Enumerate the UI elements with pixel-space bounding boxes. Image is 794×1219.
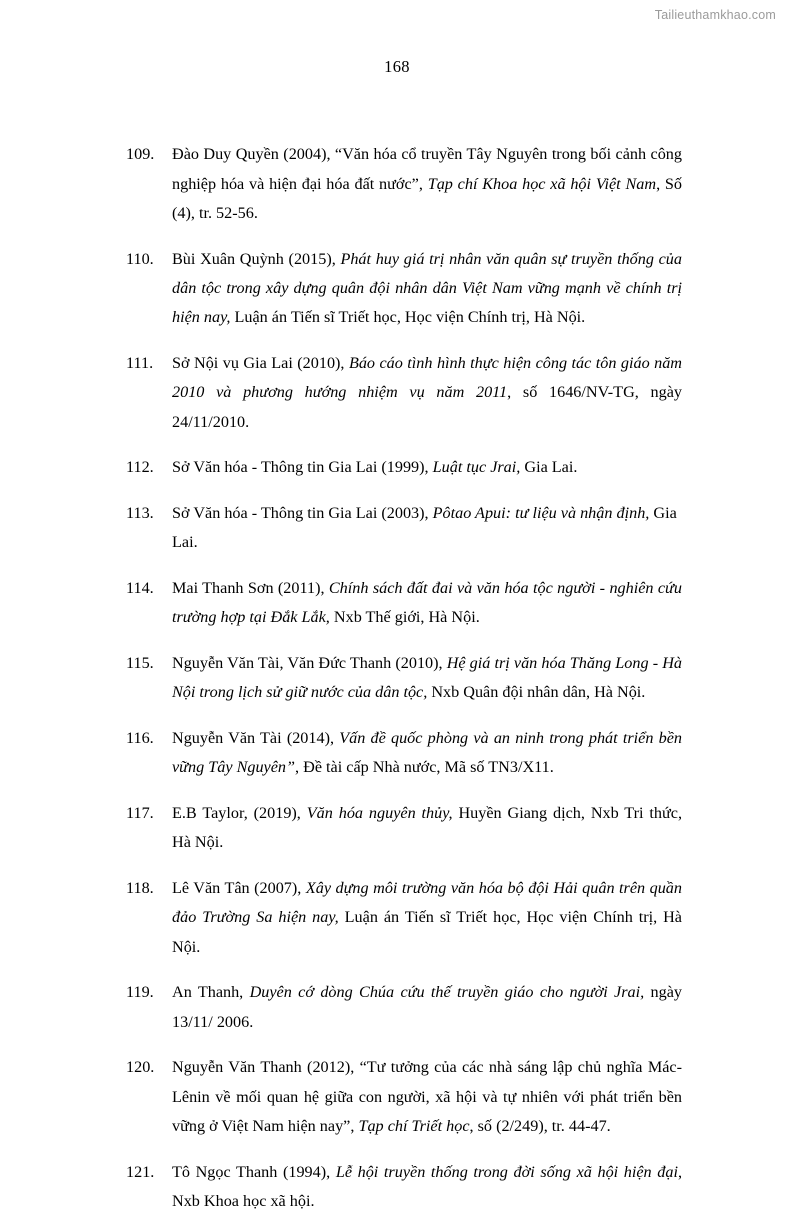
- entry-number: 109.: [126, 145, 155, 164]
- bibliography-entry: [126, 978, 682, 1037]
- entry-text-segment: Nguyễn Văn Tài (2014),: [172, 729, 340, 747]
- entry-text-segment: Nguyễn Văn Tài, Văn Đức Thanh (2010),: [172, 654, 447, 672]
- entry-text-segment: , số (2/249), tr. 44-47.: [469, 1117, 611, 1136]
- entry-number: 112.: [126, 458, 154, 477]
- entry-text-segment: Huyền Giang dịch, Nxb Tri thức, Hà Nội.: [172, 804, 683, 852]
- entry-title-italic: Báo cáo tình hình thực hiện công tác tôn giáo năm 2010 và phương hướng nhiệm vụ năm 2011: [172, 354, 682, 402]
- entry-text-segment: , Nxb Khoa học xã hội.: [172, 1162, 683, 1211]
- entry-text-segment: ngày 13/11/ 2006.: [172, 983, 682, 1031]
- entry-title-italic: Luật tục Jrai,: [432, 458, 521, 477]
- bibliography-entry: [126, 724, 682, 783]
- entry-text: [172, 499, 682, 558]
- entry-text: [172, 1158, 682, 1217]
- bibliography-entry: [126, 140, 682, 228]
- entry-text: [172, 799, 682, 858]
- entry-number: 119.: [126, 983, 154, 1002]
- entry-text-segment: E.B Taylor, (2019),: [172, 804, 307, 822]
- entry-title-italic: Hệ giá trị văn hóa Thăng Long - Hà Nội trong lịch sử giữ nước của dân tộc,: [172, 654, 682, 702]
- entry-text: [172, 874, 682, 962]
- entry-text-segment: Luận án Tiến sĩ Triết học, Học viện Chính trị, Hà Nội.: [172, 908, 682, 956]
- entry-title-italic: Vấn đề quốc phòng và an ninh trong phát triển bền vững Tây Nguyên”: [172, 729, 682, 777]
- bibliography-entry: [126, 574, 682, 633]
- bibliography-entry: [126, 245, 682, 333]
- entry-text-segment: Bùi Xuân Quỳnh (2015),: [172, 249, 341, 268]
- entry-title-italic: Tạp chí Khoa học xã hội Việt Nam: [427, 174, 657, 193]
- entry-number: 110.: [126, 249, 154, 268]
- entry-text-segment: Nxb Quân đội nhân dân, Hà Nội.: [427, 683, 646, 702]
- entry-text-segment: Mai Thanh Sơn (2011),: [172, 579, 329, 597]
- entry-title-italic: Lễ hội truyền thống trong đời sống xã hội hiện đại: [335, 1162, 678, 1181]
- site-watermark: Tailieuthamkhao.com: [654, 8, 776, 22]
- bibliography-list: [126, 124, 682, 1219]
- entry-text: [172, 978, 682, 1037]
- entry-title-italic: Duyên cớ dòng Chúa cứu thế truyền giáo cho người Jrai,: [249, 983, 645, 1002]
- entry-text: [172, 245, 682, 333]
- entry-number: 121.: [126, 1162, 155, 1181]
- entry-text-segment: Gia Lai.: [172, 504, 677, 552]
- entry-text-segment: Nxb Thế giới, Hà Nội.: [329, 608, 480, 627]
- entry-number: 117.: [126, 804, 154, 822]
- entry-text-segment: Lê Văn Tân (2007),: [172, 879, 306, 897]
- entry-text: [172, 724, 682, 783]
- bibliography-entry: [126, 453, 682, 482]
- entry-text: [172, 574, 682, 633]
- bibliography-entry: [126, 799, 682, 858]
- entry-text: [172, 1053, 682, 1141]
- entry-text-segment: Sở Văn hóa - Thông tin Gia Lai (2003),: [172, 504, 433, 522]
- entry-title-italic: Văn hóa nguyên thủy,: [306, 804, 453, 822]
- entry-text-segment: , số 1646/NV-TG, ngày 24/11/2010.: [172, 383, 682, 431]
- bibliography-entry: [126, 1158, 682, 1217]
- entry-text-segment: Gia Lai.: [520, 458, 578, 477]
- entry-text: [172, 349, 682, 437]
- bibliography-entry: [126, 499, 682, 558]
- entry-number: 111.: [126, 354, 154, 372]
- entry-title-italic: Phát huy giá trị nhân văn quân sự truyền thống của dân tộc trong xây dựng quân đội nhân dân Việt Nam vững mạnh về chính trị hiện nay,: [172, 249, 682, 327]
- bibliography-entry: [126, 649, 682, 708]
- entry-text-segment: Sở Văn hóa - Thông tin Gia Lai (1999),: [172, 458, 433, 477]
- entry-title-italic: Tạp chí Triết học: [358, 1117, 470, 1136]
- entry-text-segment: Đào Duy Quyền (2004), “Văn hóa cổ truyền Tây Nguyên trong bối cảnh công nghiệp hóa và hiện đại hóa đất nước”,: [172, 145, 682, 193]
- entry-number: 120.: [126, 1058, 155, 1077]
- entry-number: 116.: [126, 729, 154, 747]
- bibliography-entry: [126, 874, 682, 962]
- entry-number: 113.: [126, 504, 154, 522]
- entry-text-segment: Nguyễn Văn Thanh (2012), “Tư tưởng của các nhà sáng lập chủ nghĩa Mác-Lênin về mối quan hệ giữa con người, xã hội và tự nhiên với phát triển bền vững ở Việt Nam hiện nay”,: [172, 1058, 682, 1136]
- entry-text-segment: , Số (4), tr. 52-56.: [172, 174, 682, 222]
- entry-text: [172, 649, 682, 708]
- entry-number: 114.: [126, 579, 154, 597]
- entry-text: [172, 453, 682, 482]
- entry-text-segment: An Thanh,: [172, 983, 250, 1002]
- entry-text-segment: Sở Nội vụ Gia Lai (2010),: [172, 354, 349, 372]
- entry-text: [172, 140, 682, 228]
- entry-text-segment: Luận án Tiến sĩ Triết học, Học viện Chính trị, Hà Nội.: [230, 308, 586, 327]
- entry-text-segment: , Đề tài cấp Nhà nước, Mã số TN3/X11.: [295, 758, 554, 777]
- entry-title-italic: Chính sách đất đai và văn hóa tộc người - nghiên cứu trường hợp tại Đắk Lắk,: [172, 579, 682, 627]
- entry-number: 115.: [126, 654, 154, 672]
- entry-text-segment: Tô Ngọc Thanh (1994),: [172, 1162, 336, 1181]
- bibliography-entry: [126, 1053, 682, 1141]
- bibliography-entry: [126, 349, 682, 437]
- entry-number: 118.: [126, 879, 154, 897]
- page-number: 168: [384, 57, 410, 76]
- entry-title-italic: Pôtao Apui: tư liệu và nhận định,: [432, 504, 650, 522]
- entry-title-italic: Xây dựng môi trường văn hóa bộ đội Hải quân trên quần đảo Trường Sa hiện nay,: [172, 879, 682, 927]
